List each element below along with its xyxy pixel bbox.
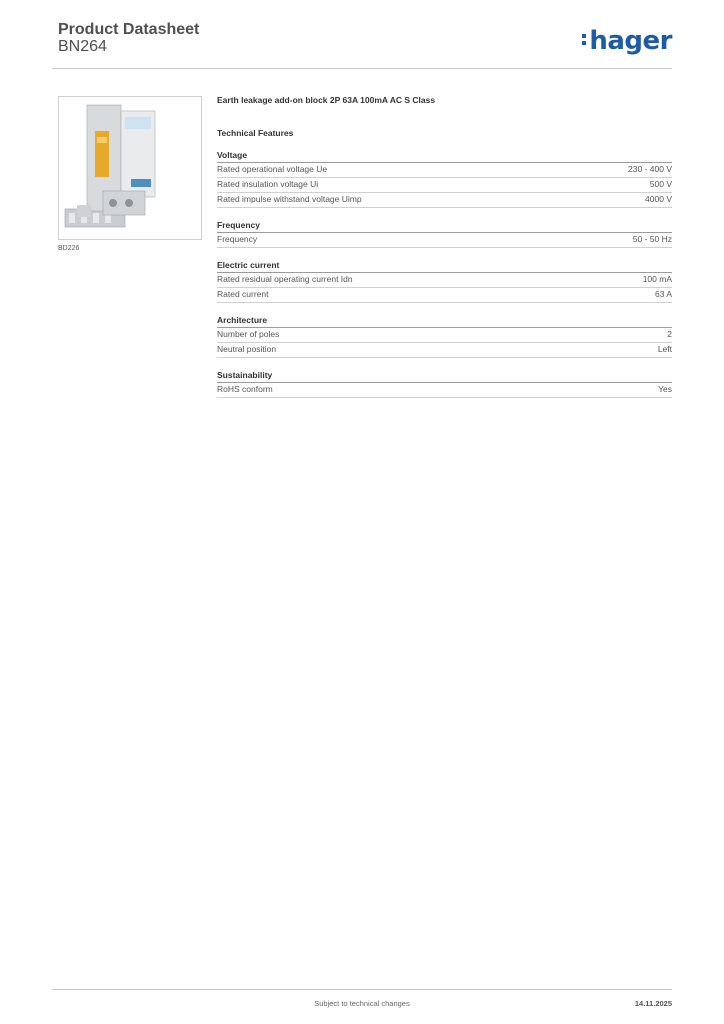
section-voltage <box>217 150 672 208</box>
row-label: Rated operational voltage Ue <box>217 164 328 174</box>
table-row <box>217 328 672 343</box>
table-row <box>217 163 672 178</box>
footer-divider <box>52 989 672 990</box>
logo-dots-icon <box>582 31 586 48</box>
section-frequency <box>217 220 672 248</box>
table-row <box>217 383 672 398</box>
footer-date: 14.11.2025 <box>634 999 672 1008</box>
table-row <box>217 193 672 208</box>
product-illustration-icon <box>59 97 201 239</box>
footer-note: Subject to technical changes <box>314 999 410 1008</box>
row-label: Rated impulse withstand voltage Uimp <box>217 194 362 204</box>
product-name: Earth leakage add-on block 2P 63A 100mA AC S Class <box>217 95 436 105</box>
row-label: Neutral position <box>217 344 277 354</box>
table-row <box>217 343 672 358</box>
row-value: Left <box>657 344 672 354</box>
table-row <box>217 178 672 193</box>
section-title: Sustainability <box>217 370 672 383</box>
section-title: Electric current <box>217 260 672 273</box>
row-value: 100 mA <box>642 274 672 284</box>
row-value: 500 V <box>649 179 672 189</box>
table-row <box>217 288 672 303</box>
image-caption: BD226 <box>58 245 80 252</box>
section-electric-current <box>217 260 672 303</box>
logo-text: hager <box>589 26 672 56</box>
page-title: Product Datasheet <box>58 21 200 38</box>
section-title: Frequency <box>217 220 672 233</box>
row-label: Frequency <box>217 234 258 244</box>
section-title: Architecture <box>217 315 672 328</box>
section-title: Voltage <box>217 150 672 163</box>
table-row <box>217 233 672 248</box>
header-divider <box>52 68 672 69</box>
row-value: Yes <box>658 384 672 394</box>
row-label: Number of poles <box>217 329 280 339</box>
row-value: 2 <box>667 329 672 339</box>
hager-logo <box>582 26 672 56</box>
row-value: 50 - 50 Hz <box>632 234 672 244</box>
row-label: Rated insulation voltage Ui <box>217 179 319 189</box>
row-label: Rated residual operating current Idn <box>217 274 353 284</box>
row-value: 230 - 400 V <box>628 164 672 174</box>
product-code: BN264 <box>58 38 107 55</box>
technical-features-heading: Technical Features <box>217 128 294 138</box>
datasheet-content <box>217 95 672 410</box>
section-architecture <box>217 315 672 358</box>
section-sustainability <box>217 370 672 398</box>
row-label: RoHS conform <box>217 384 273 394</box>
table-row <box>217 273 672 288</box>
row-value: 63 A <box>654 289 672 299</box>
product-image <box>58 96 202 240</box>
row-value: 4000 V <box>645 194 672 204</box>
row-label: Rated current <box>217 289 269 299</box>
